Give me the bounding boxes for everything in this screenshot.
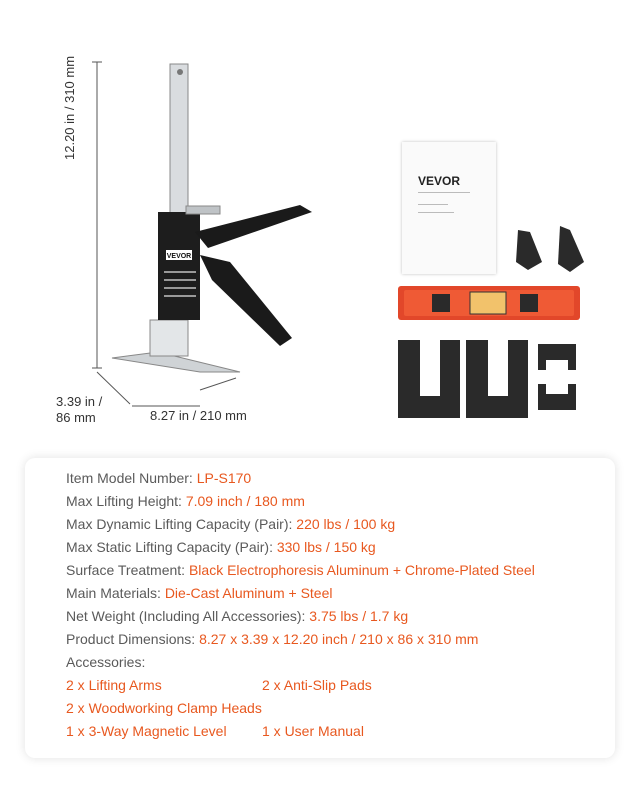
anti-slip-pads-illustration [538,344,576,410]
depth-dimension-line1: 3.39 in / [56,394,103,409]
clamp-heads-illustration [516,226,584,272]
spec-row-model: Item Model Number: LP-S170 [66,470,252,486]
spec-row-lifting-height: Max Lifting Height: 7.09 inch / 180 mm [66,493,305,509]
accessory-anti-slip-pads: 2 x Anti-Slip Pads [262,677,372,693]
spec-card [25,458,615,758]
lifting-arms-illustration [398,340,528,418]
spec-row-dynamic-capacity: Max Dynamic Lifting Capacity (Pair): 220 lbs / 100 kg [66,516,396,532]
arm-jack-illustration [112,64,312,372]
depth-dimension [56,394,116,426]
accessory-lifting-arms: 2 x Lifting Arms [66,677,162,693]
svg-text:VEVOR: VEVOR [166,253,192,260]
accessories-label: Accessories: [66,654,146,670]
width-dimension: 8.27 in / 210 mm [150,408,247,423]
spec-row-surface-treatment: Surface Treatment: Black Electrophoresis Aluminum + Chrome-Plated Steel [66,562,535,578]
spec-row-static-capacity: Max Static Lifting Capacity (Pair): 330 lbs / 150 kg [66,539,376,555]
user-manual-illustration [402,142,496,274]
depth-dimension-line2: 86 mm [56,410,96,425]
spec-row-materials: Main Materials: Die-Cast Aluminum + Steel [66,585,333,601]
spec-row-weight: Net Weight (Including All Accessories): 3.75 lbs / 1.7 kg [66,608,409,624]
spec-row-dimensions: Product Dimensions: 8.27 x 3.39 x 12.20 inch / 210 x 86 x 310 mm [66,631,479,647]
accessory-magnetic-level: 1 x 3-Way Magnetic Level [66,723,227,739]
accessory-clamp-heads: 2 x Woodworking Clamp Heads [66,700,262,716]
magnetic-level-illustration [398,286,580,320]
manual-brand-label: VEVOR [418,174,461,188]
accessory-user-manual: 1 x User Manual [262,723,364,739]
height-dimension: 12.20 in / 310 mm [62,55,77,160]
